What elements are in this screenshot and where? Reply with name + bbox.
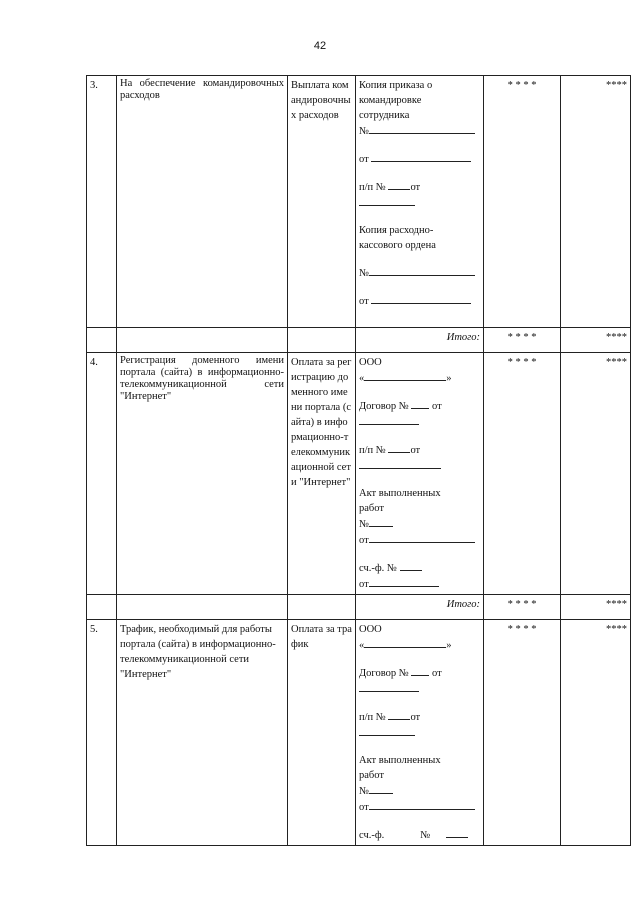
doc-line: № (420, 830, 431, 841)
row-number: 5. (87, 620, 117, 846)
doc-line: » (446, 373, 452, 384)
stars-cell: * * * * (484, 328, 561, 353)
row-number: 3. (87, 76, 117, 328)
doc-line: сч.-ф. № (359, 563, 397, 574)
payment-purpose: Оплата за регистрацию доменного имени портала (сайта) в информационно-телекоммуникационной сети "Интернет" (288, 353, 356, 595)
doc-line: « (359, 640, 365, 651)
doc-line: ООО (359, 357, 382, 368)
doc-line: № (359, 126, 370, 137)
payment-purpose: Выплата командировочных расходов (288, 76, 356, 328)
stars-cell: **** (561, 620, 631, 846)
stars-cell: **** (561, 328, 631, 353)
doc-line: № (359, 786, 370, 797)
doc-line: от (432, 668, 442, 679)
expense-name: Трафик, необходимый для работы портала (сайта) в информационно-телекоммуникационной сети "Интернет" (117, 620, 288, 846)
doc-line: Договор № (359, 401, 409, 412)
doc-line: командировке (359, 95, 422, 106)
table-row (87, 620, 631, 846)
doc-line: » (446, 640, 452, 651)
doc-line: сч.-ф. (359, 830, 385, 841)
documents-cell (356, 620, 484, 846)
total-label: Итого: (356, 328, 484, 353)
doc-line: работ (359, 770, 384, 781)
stars-cell: **** (561, 595, 631, 620)
doc-line: п/п № (359, 712, 386, 723)
doc-line: от (410, 445, 421, 456)
doc-line: п/п № (359, 182, 386, 193)
doc-line: от (359, 296, 369, 307)
doc-line: от (359, 154, 369, 165)
doc-line: Копия приказа о (359, 80, 433, 91)
doc-line: ООО (359, 624, 382, 635)
page-number: 42 (313, 40, 327, 52)
doc-line: Акт выполненных (359, 755, 441, 766)
row-number: 4. (87, 353, 117, 595)
total-row (87, 328, 631, 353)
stars-cell: **** (561, 353, 631, 595)
table-row (87, 353, 631, 595)
expense-table (86, 75, 631, 846)
stars-cell: **** (561, 76, 631, 328)
doc-line: п/п № (359, 445, 386, 456)
doc-line: от (359, 802, 369, 813)
expense-name: Регистрация доменного имени портала (сайта) в информационно-телекоммуникационной сети "Интернет" (117, 353, 288, 595)
table-row (87, 76, 631, 328)
documents-cell (356, 353, 484, 595)
stars-cell: * * * * (484, 76, 561, 328)
stars-cell: * * * * (484, 595, 561, 620)
doc-line: Копия расходно- (359, 225, 434, 236)
stars-cell: * * * * (484, 620, 561, 846)
doc-line: от (359, 535, 369, 546)
doc-line: Договор № (359, 668, 409, 679)
doc-line: от (359, 579, 369, 590)
stars-cell: * * * * (484, 353, 561, 595)
total-label: Итого: (356, 595, 484, 620)
documents-cell (356, 76, 484, 328)
expense-name: На обеспечение командировочных расходов (117, 76, 288, 328)
doc-line: кассового ордена (359, 240, 436, 251)
payment-purpose: Оплата за трафик (288, 620, 356, 846)
doc-line: сотрудника (359, 110, 410, 121)
doc-line: № (359, 268, 370, 279)
doc-line: от (410, 182, 421, 193)
doc-line: « (359, 373, 365, 384)
doc-line: от (410, 712, 421, 723)
doc-line: Акт выполненных (359, 488, 441, 499)
doc-line: № (359, 519, 370, 530)
doc-line: от (432, 401, 442, 412)
total-row (87, 595, 631, 620)
doc-line: работ (359, 503, 384, 514)
